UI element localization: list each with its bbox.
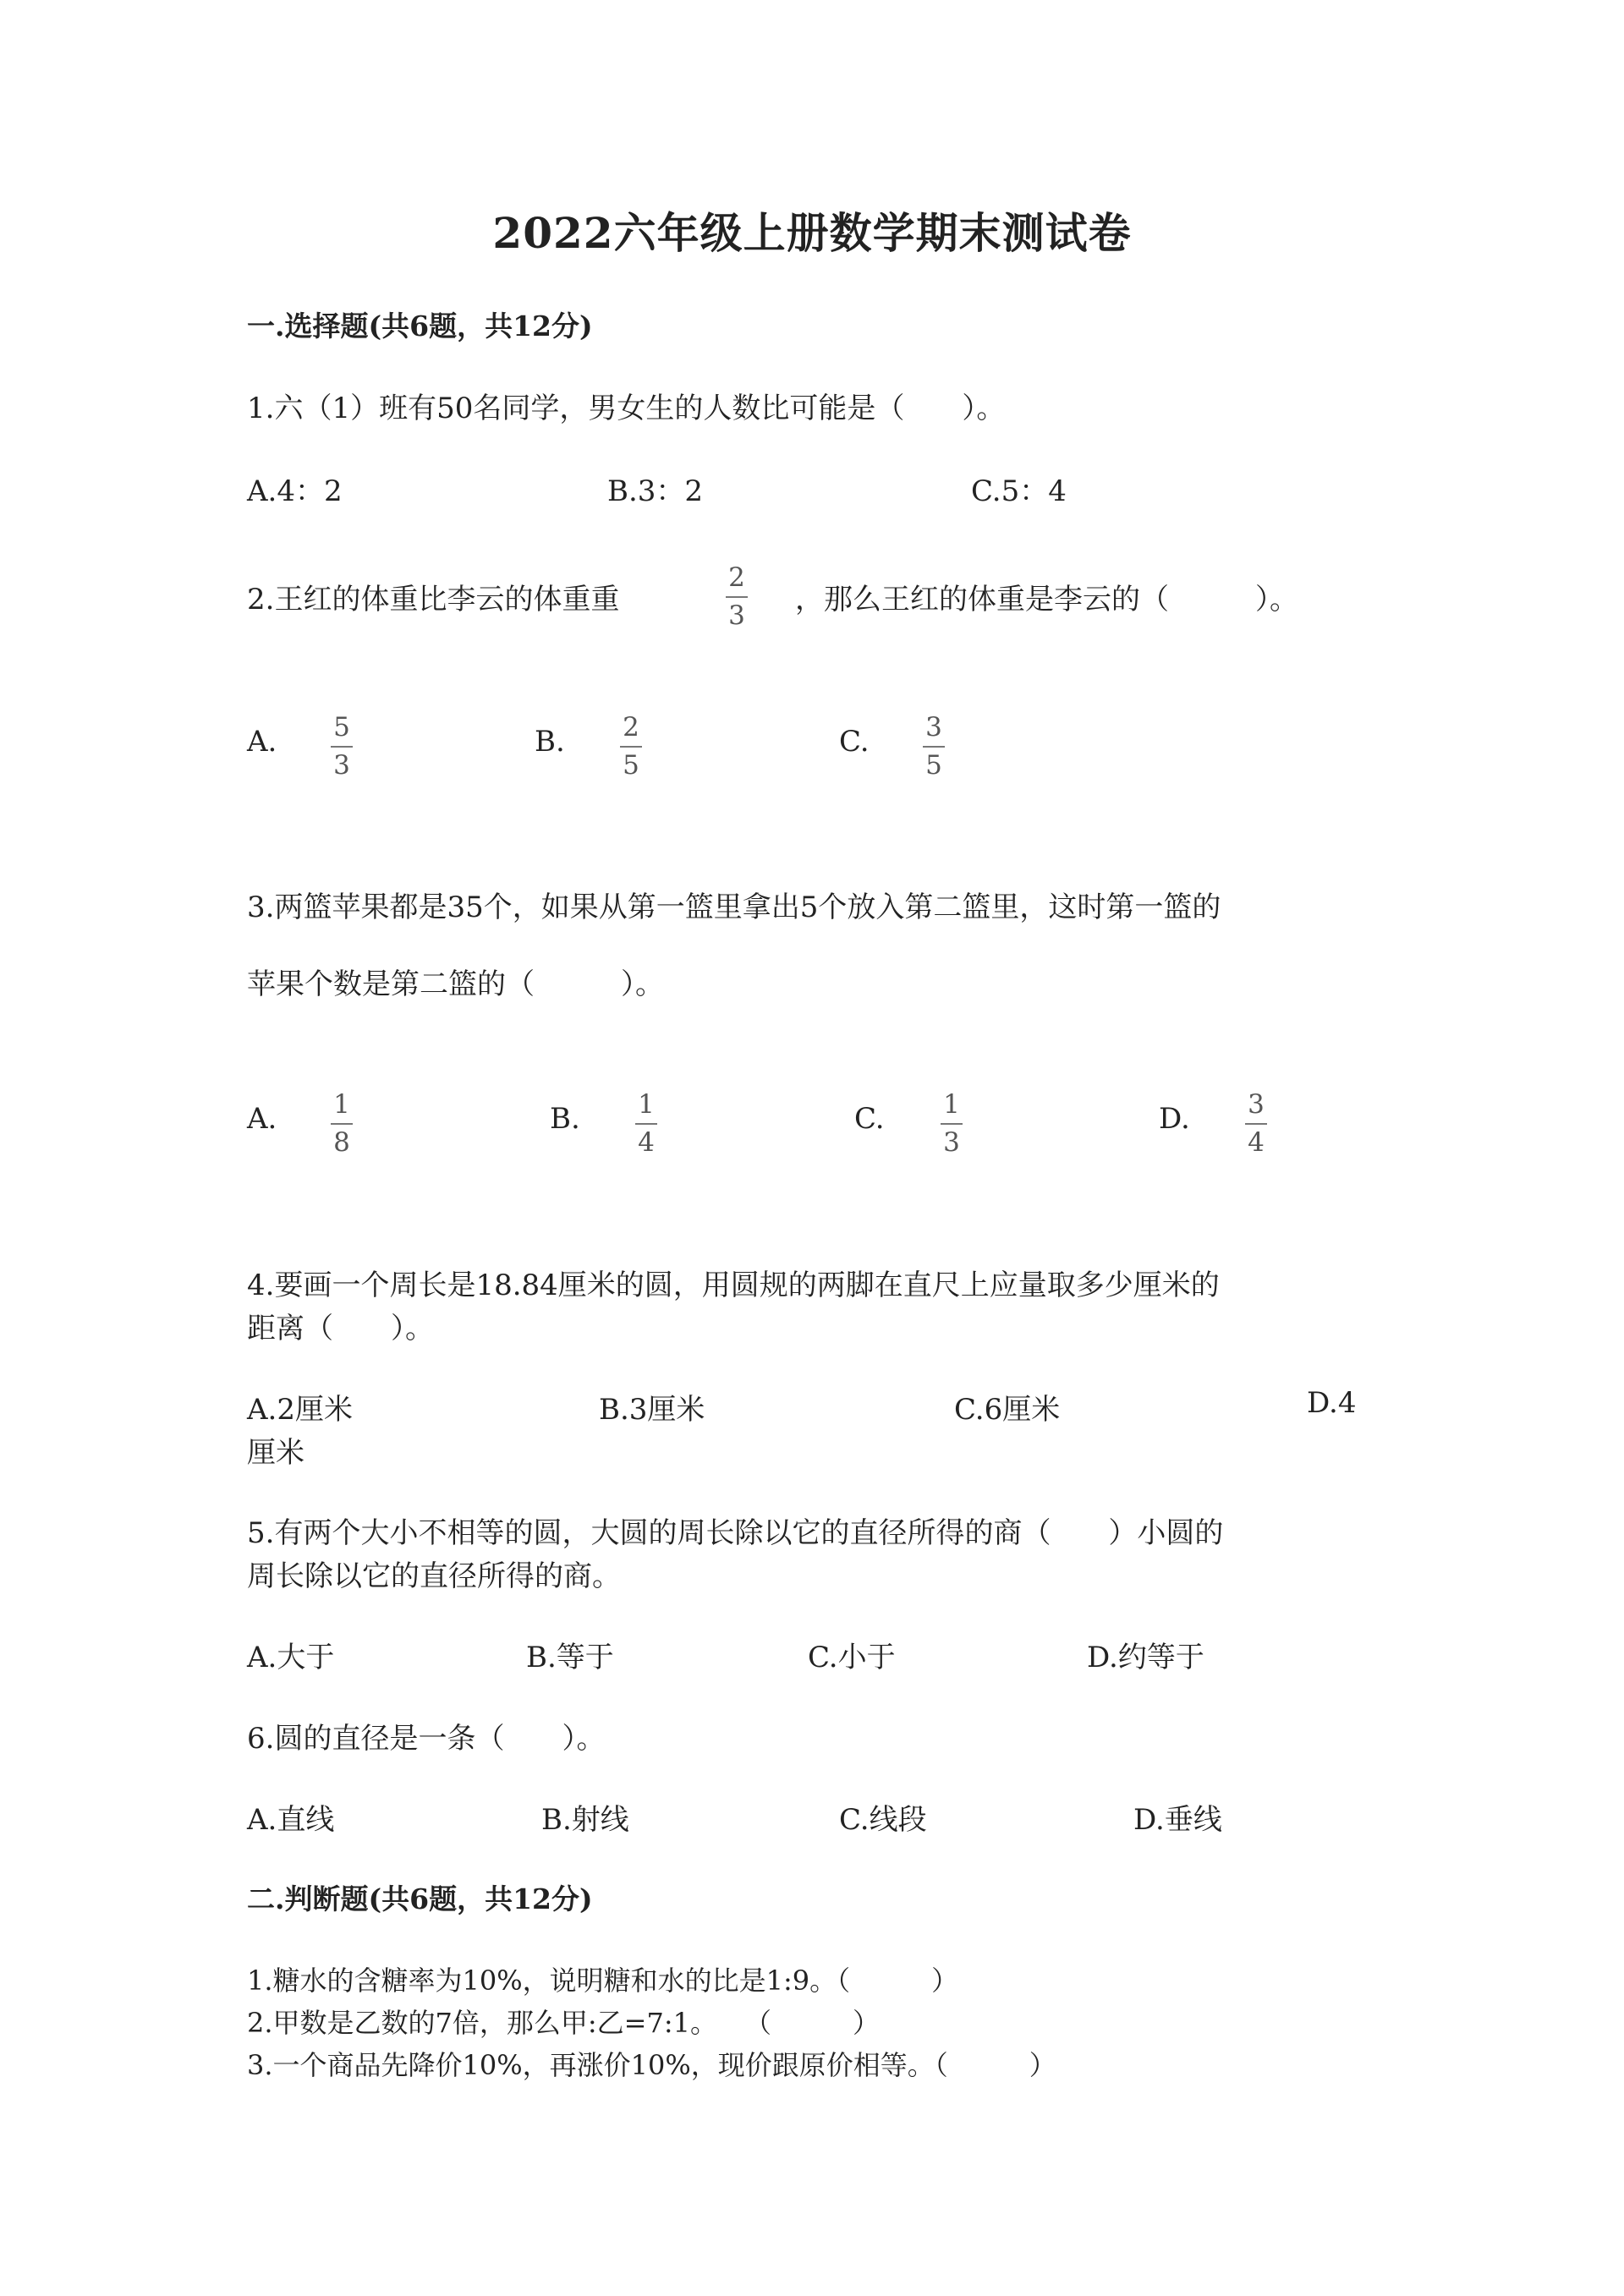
fraction-numerator: 2 <box>623 712 639 743</box>
fraction-denominator: 5 <box>623 750 639 781</box>
fraction-denominator: 4 <box>1248 1127 1265 1158</box>
question-6-option-a: A.直线 <box>247 1803 335 1837</box>
question-2-option-a-label: A. <box>247 725 277 759</box>
fraction-denominator: 5 <box>925 750 942 781</box>
question-3-option-c-fraction <box>941 1089 963 1158</box>
question-4-option-a: A.2厘米 <box>247 1393 353 1427</box>
question-6-text: 6.圆的直径是一条（ ）。 <box>247 1722 606 1756</box>
question-4-text-line2: 距离（ ）。 <box>247 1312 434 1345</box>
question-2-fraction <box>726 562 748 631</box>
question-4-text-line1: 4.要画一个周长是18.84厘米的圆，用圆规的两脚在直尺上应量取多少厘米的 <box>247 1269 1220 1302</box>
question-4-option-b: B.3厘米 <box>599 1393 705 1427</box>
true-false-item-1: 1.糖水的含糖率为10%，说明糖和水的比是1:9。（ ） <box>247 1964 959 1997</box>
question-2-text-b: ，那么王红的体重是李云的（ ）。 <box>795 583 1298 616</box>
fraction-denominator: 3 <box>943 1127 960 1158</box>
question-5-option-a: A.大于 <box>247 1641 335 1674</box>
question-6-option-b: B.射线 <box>541 1803 629 1837</box>
question-3-option-b-label: B. <box>550 1102 580 1136</box>
fraction-bar <box>726 596 748 598</box>
fraction-numerator: 5 <box>333 712 350 743</box>
fraction-numerator: 3 <box>1248 1089 1265 1120</box>
question-1-text: 1.六（1）班有50名同学，男女生的人数比可能是（ ）。 <box>247 392 1006 425</box>
fraction-bar <box>1245 1123 1267 1125</box>
fraction-numerator: 2 <box>728 562 745 593</box>
question-6-option-d: D.垂线 <box>1133 1803 1222 1837</box>
question-4-option-c: C.6厘米 <box>954 1393 1061 1427</box>
true-false-item-3: 3.一个商品先降价10%，再涨价10%，现价跟原价相等。（ ） <box>247 2049 1056 2081</box>
question-5-option-d: D.约等于 <box>1087 1641 1204 1674</box>
question-2-option-a-fraction <box>331 712 353 781</box>
question-5-option-b: B.等于 <box>526 1641 614 1674</box>
question-2-option-b-label: B. <box>535 725 565 759</box>
question-2-option-c-fraction <box>923 712 945 781</box>
fraction-bar <box>941 1123 963 1125</box>
question-3-option-a-label: A. <box>247 1102 277 1136</box>
fraction-bar <box>331 1123 353 1125</box>
question-3-option-c-label: C. <box>854 1102 885 1136</box>
question-3-text-line2: 苹果个数是第二篮的（ ）。 <box>247 967 664 1001</box>
fraction-bar <box>923 746 945 748</box>
question-3-option-a-fraction <box>331 1089 353 1158</box>
question-3-option-d-label: D. <box>1159 1102 1190 1136</box>
question-5-text-line1: 5.有两个大小不相等的圆，大圆的周长除以它的直径所得的商（ ）小圆的 <box>247 1516 1224 1550</box>
question-4-option-d: D.4 <box>1307 1386 1357 1420</box>
fraction-numerator: 3 <box>925 712 942 743</box>
question-2-option-c-label: C. <box>839 725 870 759</box>
fraction-denominator: 8 <box>333 1127 350 1158</box>
question-5-text-line2: 周长除以它的直径所得的商。 <box>247 1559 621 1593</box>
question-3-option-b-fraction <box>635 1089 657 1158</box>
fraction-bar <box>635 1123 657 1125</box>
question-6-option-c: C.线段 <box>839 1803 927 1837</box>
question-5-option-c: C.小于 <box>808 1641 896 1674</box>
fraction-numerator: 1 <box>943 1089 960 1120</box>
section-heading-true-false: 二.判断题(共6题，共12分) <box>247 1882 593 1915</box>
question-4-option-d-wrap: 厘米 <box>247 1436 304 1470</box>
fraction-numerator: 1 <box>333 1089 350 1120</box>
section-heading-choice: 一.选择题(共6题，共12分) <box>247 310 593 342</box>
question-2-option-b-fraction <box>620 712 642 781</box>
fraction-denominator: 3 <box>333 750 350 781</box>
fraction-denominator: 4 <box>638 1127 655 1158</box>
fraction-numerator: 1 <box>638 1089 655 1120</box>
question-1-option-c: C.5：4 <box>971 474 1067 508</box>
fraction-bar <box>331 746 353 748</box>
true-false-item-2: 2.甲数是乙数的7倍，那么甲:乙=7:1。 （ ） <box>247 2007 880 2039</box>
question-3-text-line1: 3.两篮苹果都是35个，如果从第一篮里拿出5个放入第二篮里，这时第一篮的 <box>247 890 1221 924</box>
question-3-option-d-fraction <box>1245 1089 1267 1158</box>
page-title: 2022六年级上册数学期末测试卷 <box>492 208 1132 258</box>
question-1-option-b: B.3：2 <box>607 474 704 508</box>
fraction-bar <box>620 746 642 748</box>
fraction-denominator: 3 <box>728 600 745 631</box>
question-2-text-a: 2.王红的体重比李云的体重重 <box>247 583 620 616</box>
question-1-option-a: A.4：2 <box>247 474 343 508</box>
